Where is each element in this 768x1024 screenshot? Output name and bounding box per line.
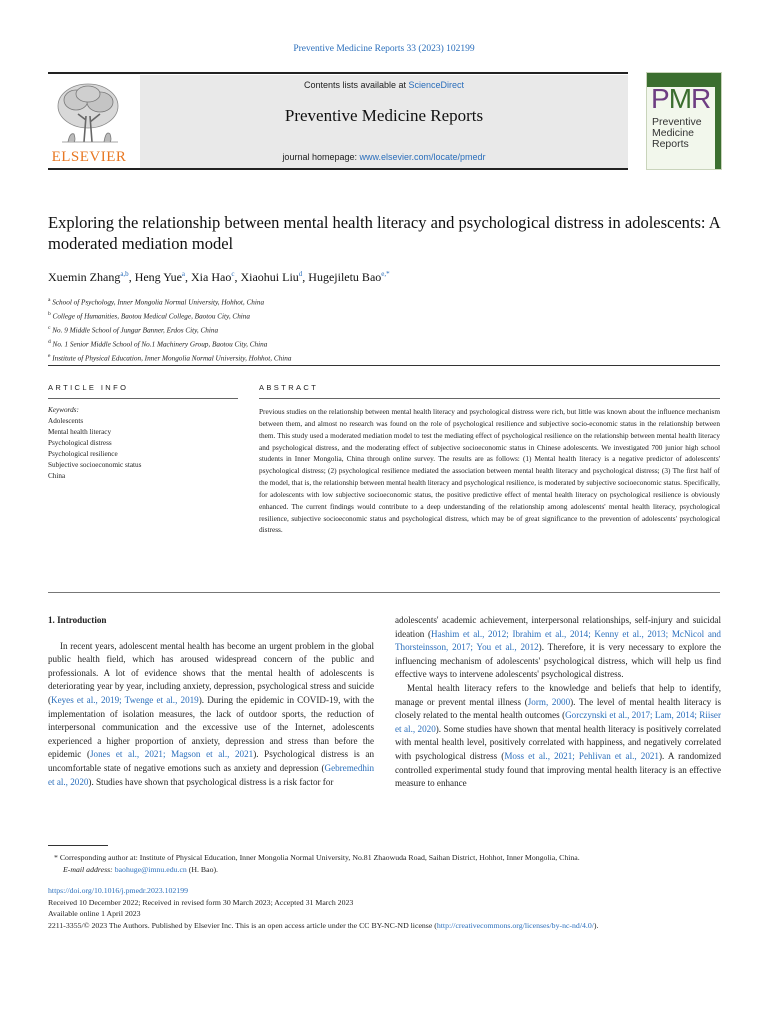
body-text: ). A randomized controlled experimental study found that improving mental health literacy is an effective measure to enhance: [395, 750, 721, 789]
online-date: Available online 1 April 2023: [48, 909, 141, 918]
article-info-heading: ARTICLE INFO: [48, 383, 129, 392]
license-text-end: ).: [593, 920, 599, 930]
article-info-rule: [48, 398, 238, 399]
author-affiliation-marker[interactable]: c: [231, 270, 235, 278]
header-bottom-rule: [48, 168, 628, 170]
email-line: [48, 864, 720, 876]
body-text: ). Therefore, it is very necessary to explore the influencing mechanism of adolescents' psychological distress, which will help us find effective ways to intervene adolescents' psychological distress.: [395, 642, 722, 680]
citation-link[interactable]: Keyes et al., 2019; Twenge et al., 2019: [51, 694, 199, 705]
received-dates: Received 10 December 2022; Received in revised form 30 March 2023; Accepted 31 March 2023: [48, 897, 354, 907]
body-text: In recent years, adolescent mental health has become an urgent problem in the global public health field, which has aroused widespread concern of the public and professionals. A lot of evidence shows that the mental health of adolescents is deteriorating year by year, including anxiety, depression, psychological stress and suicide (: [48, 640, 374, 705]
body-column-right: [395, 614, 721, 791]
keyword: Mental health literacy: [48, 428, 112, 436]
citation-link[interactable]: Gorczynski et al., 2017; Lam, 2014; Riiser et al., 2020: [395, 710, 721, 734]
affiliation-marker: c: [48, 324, 51, 331]
doi-link[interactable]: https://doi.org/10.1016/j.pmedr.2023.102199: [48, 886, 188, 895]
affiliation-marker: d: [48, 338, 51, 345]
body-text: ). Some studies have shown that mental health literacy is positively correlated with mental health level, positively correlated with happiness, and negatively correlated with psychological distress (: [395, 723, 721, 761]
author-separator: ,: [302, 270, 309, 284]
body-column-left: [48, 614, 374, 789]
author-affiliation-marker[interactable]: e,*: [381, 270, 390, 278]
author-affiliation-marker[interactable]: a: [181, 270, 186, 278]
email-label: E-mail address:: [63, 864, 115, 874]
citation-link[interactable]: Moss et al., 2021; Pehlivan et al., 2021: [504, 750, 659, 761]
journal-cover-thumbnail[interactable]: [646, 72, 722, 170]
abstract-rule: [259, 398, 720, 399]
body-paragraph: [48, 640, 374, 790]
keyword: Adolescents: [48, 417, 84, 425]
body-text: adolescents' academic achievement, interpersonal relationships, self-injury and suicidal ideation (: [395, 615, 721, 639]
abstract-bottom-rule: [48, 592, 720, 593]
sciencedirect-link[interactable]: ScienceDirect: [408, 80, 465, 90]
body-paragraph: [395, 682, 721, 791]
body-text: ). Studies have shown that psychological distress is a risk factor for: [88, 776, 334, 787]
affiliation: [48, 309, 720, 323]
keyword: China: [48, 472, 66, 480]
cover-side-band: [715, 73, 721, 169]
license-statement: [48, 920, 720, 932]
footnote-spacer: [48, 875, 720, 885]
cover-line-3: Reports: [652, 138, 689, 150]
footnotes: [48, 852, 720, 931]
article-title: Exploring the relationship between mental health literacy and psychological distress in adolescents: A moderated mediation model: [48, 213, 720, 253]
homepage-link[interactable]: www.elsevier.com/locate/pmedr: [359, 152, 486, 162]
homepage-prefix: journal homepage:: [282, 152, 360, 162]
journal-title[interactable]: Preventive Medicine Reports: [284, 106, 484, 125]
header-top-rule: [48, 72, 628, 74]
citation-link[interactable]: Hashim et al., 2012; Ibrahim et al., 2014; Kenny et al., 2013; McNicol and Thorsteinsson, 2017; You et al., 2012: [395, 628, 721, 653]
section-heading-introduction: 1. Introduction: [48, 615, 107, 625]
author-name[interactable]: Hugejiletu Bao: [308, 270, 382, 284]
citation-link[interactable]: Gebremedhin et al., 2020: [48, 762, 374, 787]
affiliation-marker: a: [48, 297, 51, 303]
author-name[interactable]: Heng Yue: [134, 270, 182, 284]
author-list: [48, 270, 720, 285]
affiliation: [48, 351, 720, 365]
license-link[interactable]: http://creativecommons.org/licenses/by-nc-nd/4.0/: [436, 920, 594, 930]
author-name[interactable]: Xiaohui Liu: [240, 270, 299, 284]
cover-line-1: Preventive: [652, 116, 702, 128]
elsevier-wordmark: ELSEVIER: [51, 149, 127, 165]
affiliation-marker: e: [48, 352, 51, 359]
cover-line-2: Medicine: [652, 127, 695, 139]
body-text: ). Psychological distress is an uncomfortable state of negative emotions such as anxiety and depression (: [48, 749, 374, 773]
email-link[interactable]: baohuge@imnu.edu.cn: [114, 864, 187, 874]
keyword: Psychological distress: [48, 439, 112, 447]
body-text: Mental health literacy refers to the knowledge and beliefs that help to identify, manage or prevent mental illness (: [395, 682, 721, 707]
cover-r: R: [691, 83, 711, 114]
author-affiliation-marker[interactable]: a,b: [120, 270, 129, 278]
author-separator: ,: [185, 270, 192, 284]
author-separator: ,: [128, 270, 135, 284]
keywords-block: [48, 405, 238, 482]
affiliation-marker: b: [48, 310, 51, 317]
cover-journal-name: [652, 117, 702, 150]
contents-availability: [140, 80, 628, 90]
affiliation: [48, 323, 720, 337]
license-text: 2211-3355/© 2023 The Authors. Published by Elsevier Inc. This is an open access article under the CC BY-NC-ND license (: [48, 920, 437, 930]
journal-citation[interactable]: Preventive Medicine Reports 33 (2023) 102199: [293, 44, 475, 54]
author-affiliation-marker[interactable]: d: [298, 270, 303, 278]
keywords-label: Keywords:: [48, 406, 79, 414]
cover-m: M: [668, 83, 692, 114]
corresponding-author-note: * Corresponding author at: Institute of Physical Education, Inner Mongolia Normal University, No.81 Zhaowuda Road, Saihan District, Hohhot, Inner Mongolia, China.: [54, 853, 580, 862]
affiliation: [48, 295, 720, 309]
author-name[interactable]: Xia Hao: [191, 270, 232, 284]
affiliation-text: College of Humanities, Baotou Medical College, Baotou City, China: [52, 312, 250, 321]
affiliation-text: No. 1 Senior Middle School of No.1 Machinery Group, Baotou City, China: [52, 340, 268, 349]
body-text: ). During the epidemic in COVID-19, with the implementation of isolation measures, the lack of outdoor sports, the reduction of interpersonal communication and the excessive use of the Internet, adolescents experienced a higher proportion of anxiety, depression and stress than before the epidemic (: [48, 694, 374, 760]
author-separator: ,: [234, 270, 241, 284]
citation-link[interactable]: Jorm, 2000: [527, 696, 571, 707]
author-name[interactable]: Xuemin Zhang: [48, 270, 121, 284]
journal-homepage: [140, 152, 628, 162]
cover-abbreviation: [651, 83, 710, 115]
affiliation-list: [48, 295, 720, 365]
affiliation-text: Institute of Physical Education, Inner Mongolia Normal University, Hohhot, China: [52, 354, 292, 363]
affiliation: [48, 337, 720, 351]
cover-p: P: [651, 83, 669, 114]
abstract-text: Previous studies on the relationship between mental health literacy and psychological distress were rich, but little was known about the influence mechanism between them, and almost no research was found on the role of psychological resilience and subjective socio-economic status in the relationship between them. This study used a moderated mediation model to test the mediating effect of psychological resilience on the relationship between mental health literacy and psychological distress, and the moderating effect of subjective socioeconomic status in Chinese adolescents. We investigated 700 junior high school students in Inner Mongolia, China through online survey. The results are as follows: (1) Mental health literacy is a negative predictor of adolescents' psychological distress; (2) psychological resilience mediated the association between mental health literacy and psychological distress; (3) The first half of the model, that is, the relationship between mental health literacy and psychological resilience, is moderated by subjective socioeconomic status. Specifically, for adolescents with low subjective socioeconomic status, the positive predictive effect of mental health literacy on psychological resilience is obviously enhanced. The current findings would contribute to a deep understanding of the relationship among adolescents' mental health literacy, psychological resilience, subjective socioeconomic status and psychological distress, which may be of great significance to the prevention of adolescents' psychological distress.: [259, 407, 720, 535]
affiliation-text: No. 9 Middle School of Jungar Banner, Erdos City, China: [52, 326, 219, 335]
body-paragraph: [395, 614, 721, 682]
section-divider: [48, 365, 720, 366]
keyword: Psychological resilience: [48, 450, 118, 458]
keyword: Subjective socioeconomic status: [48, 461, 142, 469]
email-suffix: (H. Bao).: [186, 864, 219, 874]
citation-link[interactable]: Jones et al., 2021; Magson et al., 2021: [90, 749, 254, 760]
body-text: ). The level of mental health literacy is closely related to the mental health outcomes (: [395, 696, 721, 721]
contents-prefix: Contents lists available at: [303, 80, 409, 90]
affiliation-text: School of Psychology, Inner Mongolia Normal University, Hohhot, China: [52, 298, 265, 307]
abstract-heading: ABSTRACT: [259, 383, 319, 392]
footnote-rule: [48, 845, 108, 846]
